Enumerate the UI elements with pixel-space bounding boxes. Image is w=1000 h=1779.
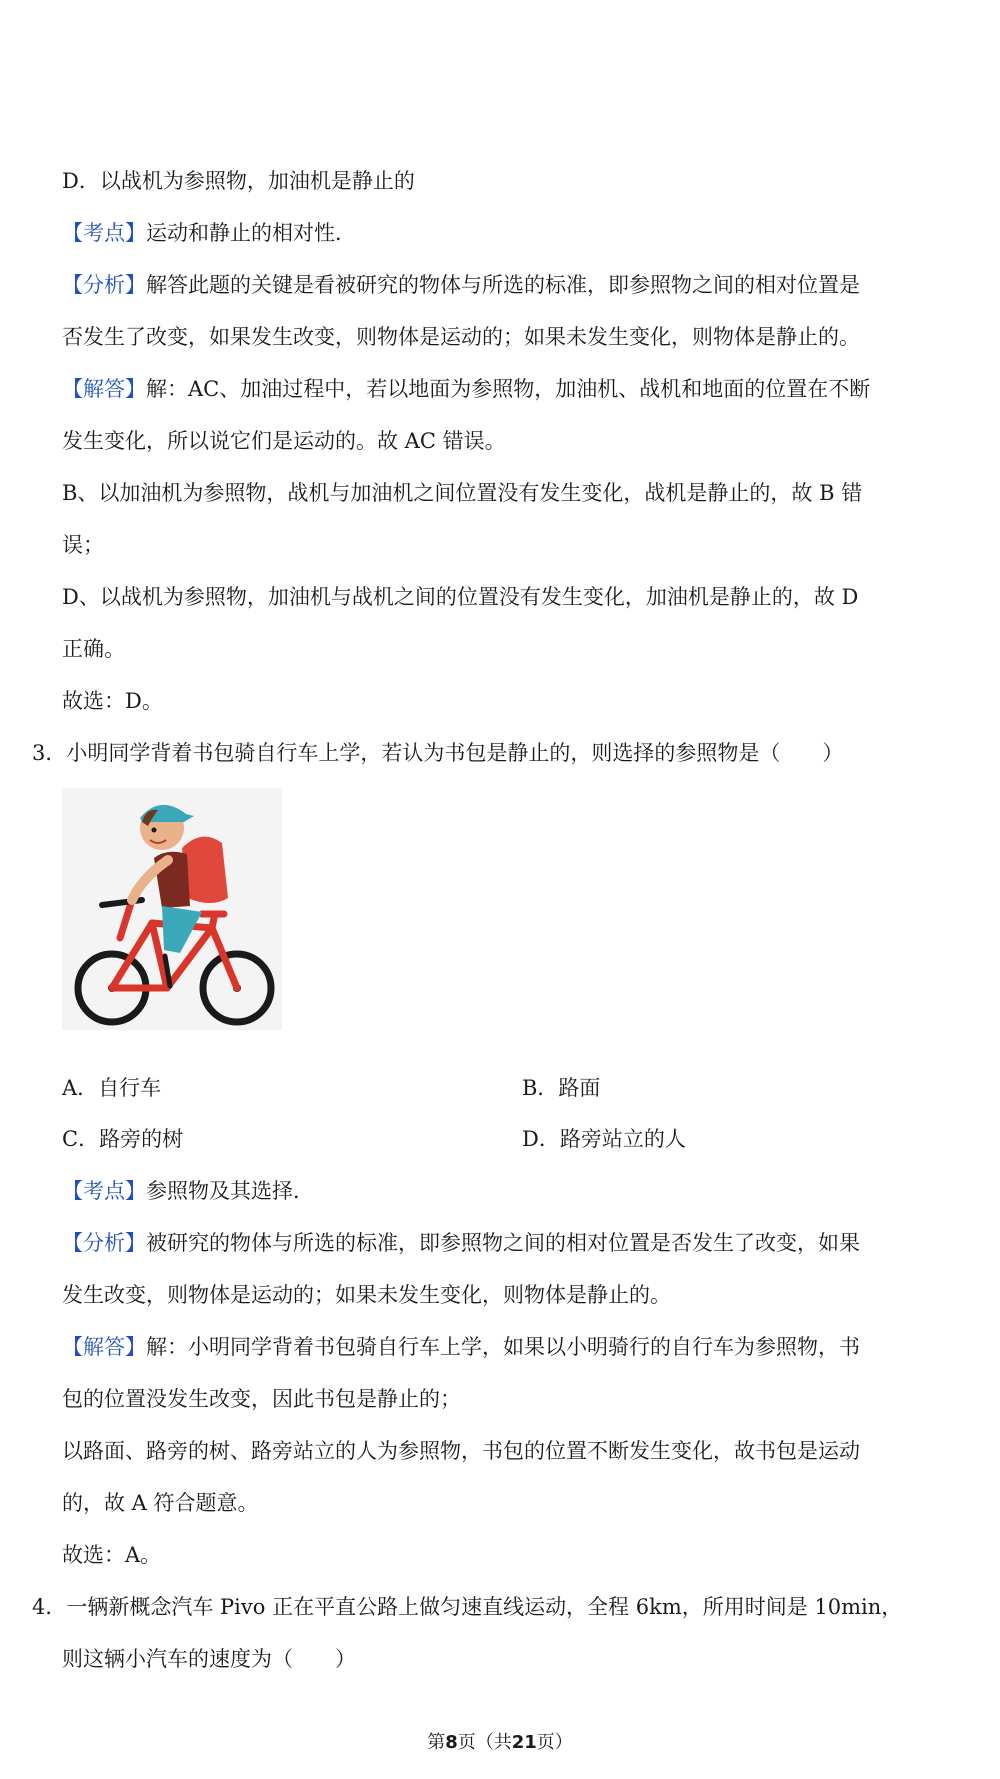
q2-jieda-line2: 发生变化，所以说它们是运动的。故 AC 错误。 — [62, 429, 506, 453]
bicycle-boy-illustration — [62, 788, 282, 1030]
q3-kaodian — [62, 1176, 314, 1206]
jieda-tag: 【解答】 — [62, 377, 146, 401]
q2-fenxi-line1 — [62, 270, 860, 300]
footer-mid: 页（共 — [457, 1732, 512, 1753]
q3-fenxi-line2: 发生改变，则物体是运动的；如果未发生变化，则物体是静止的。 — [62, 1283, 671, 1307]
jieda-tag: 【解答】 — [62, 1335, 146, 1359]
q3-option-b: B．路面 — [522, 1076, 601, 1100]
q3-fenxi-line1 — [62, 1228, 860, 1258]
q3-option-d: D．路旁站立的人 — [522, 1127, 686, 1151]
q2-jieda-line3: B、以加油机为参照物，战机与加油机之间位置没有发生变化，战机是静止的，故 B 错 — [62, 481, 863, 505]
q4-stem-line2: 则这辆小汽车的速度为（ ） — [62, 1647, 356, 1671]
q2-jieda-line4: 误； — [62, 533, 104, 557]
q3-stem: 3．小明同学背着书包骑自行车上学，若认为书包是静止的，则选择的参照物是（ ） — [32, 741, 844, 765]
kaodian-text: 参照物及其选择． — [146, 1179, 314, 1203]
kaodian-tag: 【考点】 — [62, 221, 146, 245]
kaodian-text: 运动和静止的相对性． — [146, 221, 356, 245]
q4-stem-line1: 4．一辆新概念汽车 Pivo 正在平直公路上做匀速直线运动，全程 6km，所用时间是 10min， — [32, 1595, 903, 1619]
q2-fenxi-line2: 否发生了改变，如果发生改变，则物体是运动的；如果未发生变化，则物体是静止的。 — [62, 325, 860, 349]
q3-answer: 故选：A。 — [62, 1543, 162, 1567]
footer-total-pages: 21 — [511, 1732, 537, 1753]
q2-answer: 故选：D。 — [62, 689, 163, 713]
page-footer — [0, 1728, 1000, 1754]
fenxi-tag: 【分析】 — [62, 1231, 146, 1255]
footer-suffix: 页） — [536, 1732, 573, 1753]
q3-jieda-line2: 包的位置没发生改变，因此书包是静止的； — [62, 1387, 461, 1411]
jieda-text: 解：AC、加油过程中，若以地面为参照物，加油机、战机和地面的位置在不断 — [146, 377, 871, 401]
fenxi-tag: 【分析】 — [62, 273, 146, 297]
kaodian-tag: 【考点】 — [62, 1179, 146, 1203]
q2-option-d: D．以战机为参照物，加油机是静止的 — [62, 169, 415, 193]
q3-jieda-line4: 的，故 A 符合题意。 — [62, 1491, 259, 1515]
q2-jieda-line6: 正确。 — [62, 637, 125, 661]
q2-kaodian — [62, 218, 356, 248]
q2-jieda-line1 — [62, 374, 870, 404]
q3-jieda-line1 — [62, 1332, 860, 1362]
q3-option-c: C．路旁的树 — [62, 1127, 184, 1151]
jieda-text: 解：小明同学背着书包骑自行车上学，如果以小明骑行的自行车为参照物，书 — [146, 1335, 860, 1359]
q3-option-a: A．自行车 — [62, 1076, 162, 1100]
q2-jieda-line5: D、以战机为参照物，加油机与战机之间的位置没有发生变化，加油机是静止的，故 D — [62, 585, 859, 609]
footer-page-number: 8 — [445, 1732, 458, 1753]
fenxi-text: 解答此题的关键是看被研究的物体与所选的标准，即参照物之间的相对位置是 — [146, 273, 860, 297]
footer-prefix: 第 — [427, 1732, 446, 1753]
q3-jieda-line3: 以路面、路旁的树、路旁站立的人为参照物，书包的位置不断发生变化，故书包是运动 — [62, 1439, 860, 1463]
fenxi-text: 被研究的物体与所选的标准，即参照物之间的相对位置是否发生了改变，如果 — [146, 1231, 860, 1255]
